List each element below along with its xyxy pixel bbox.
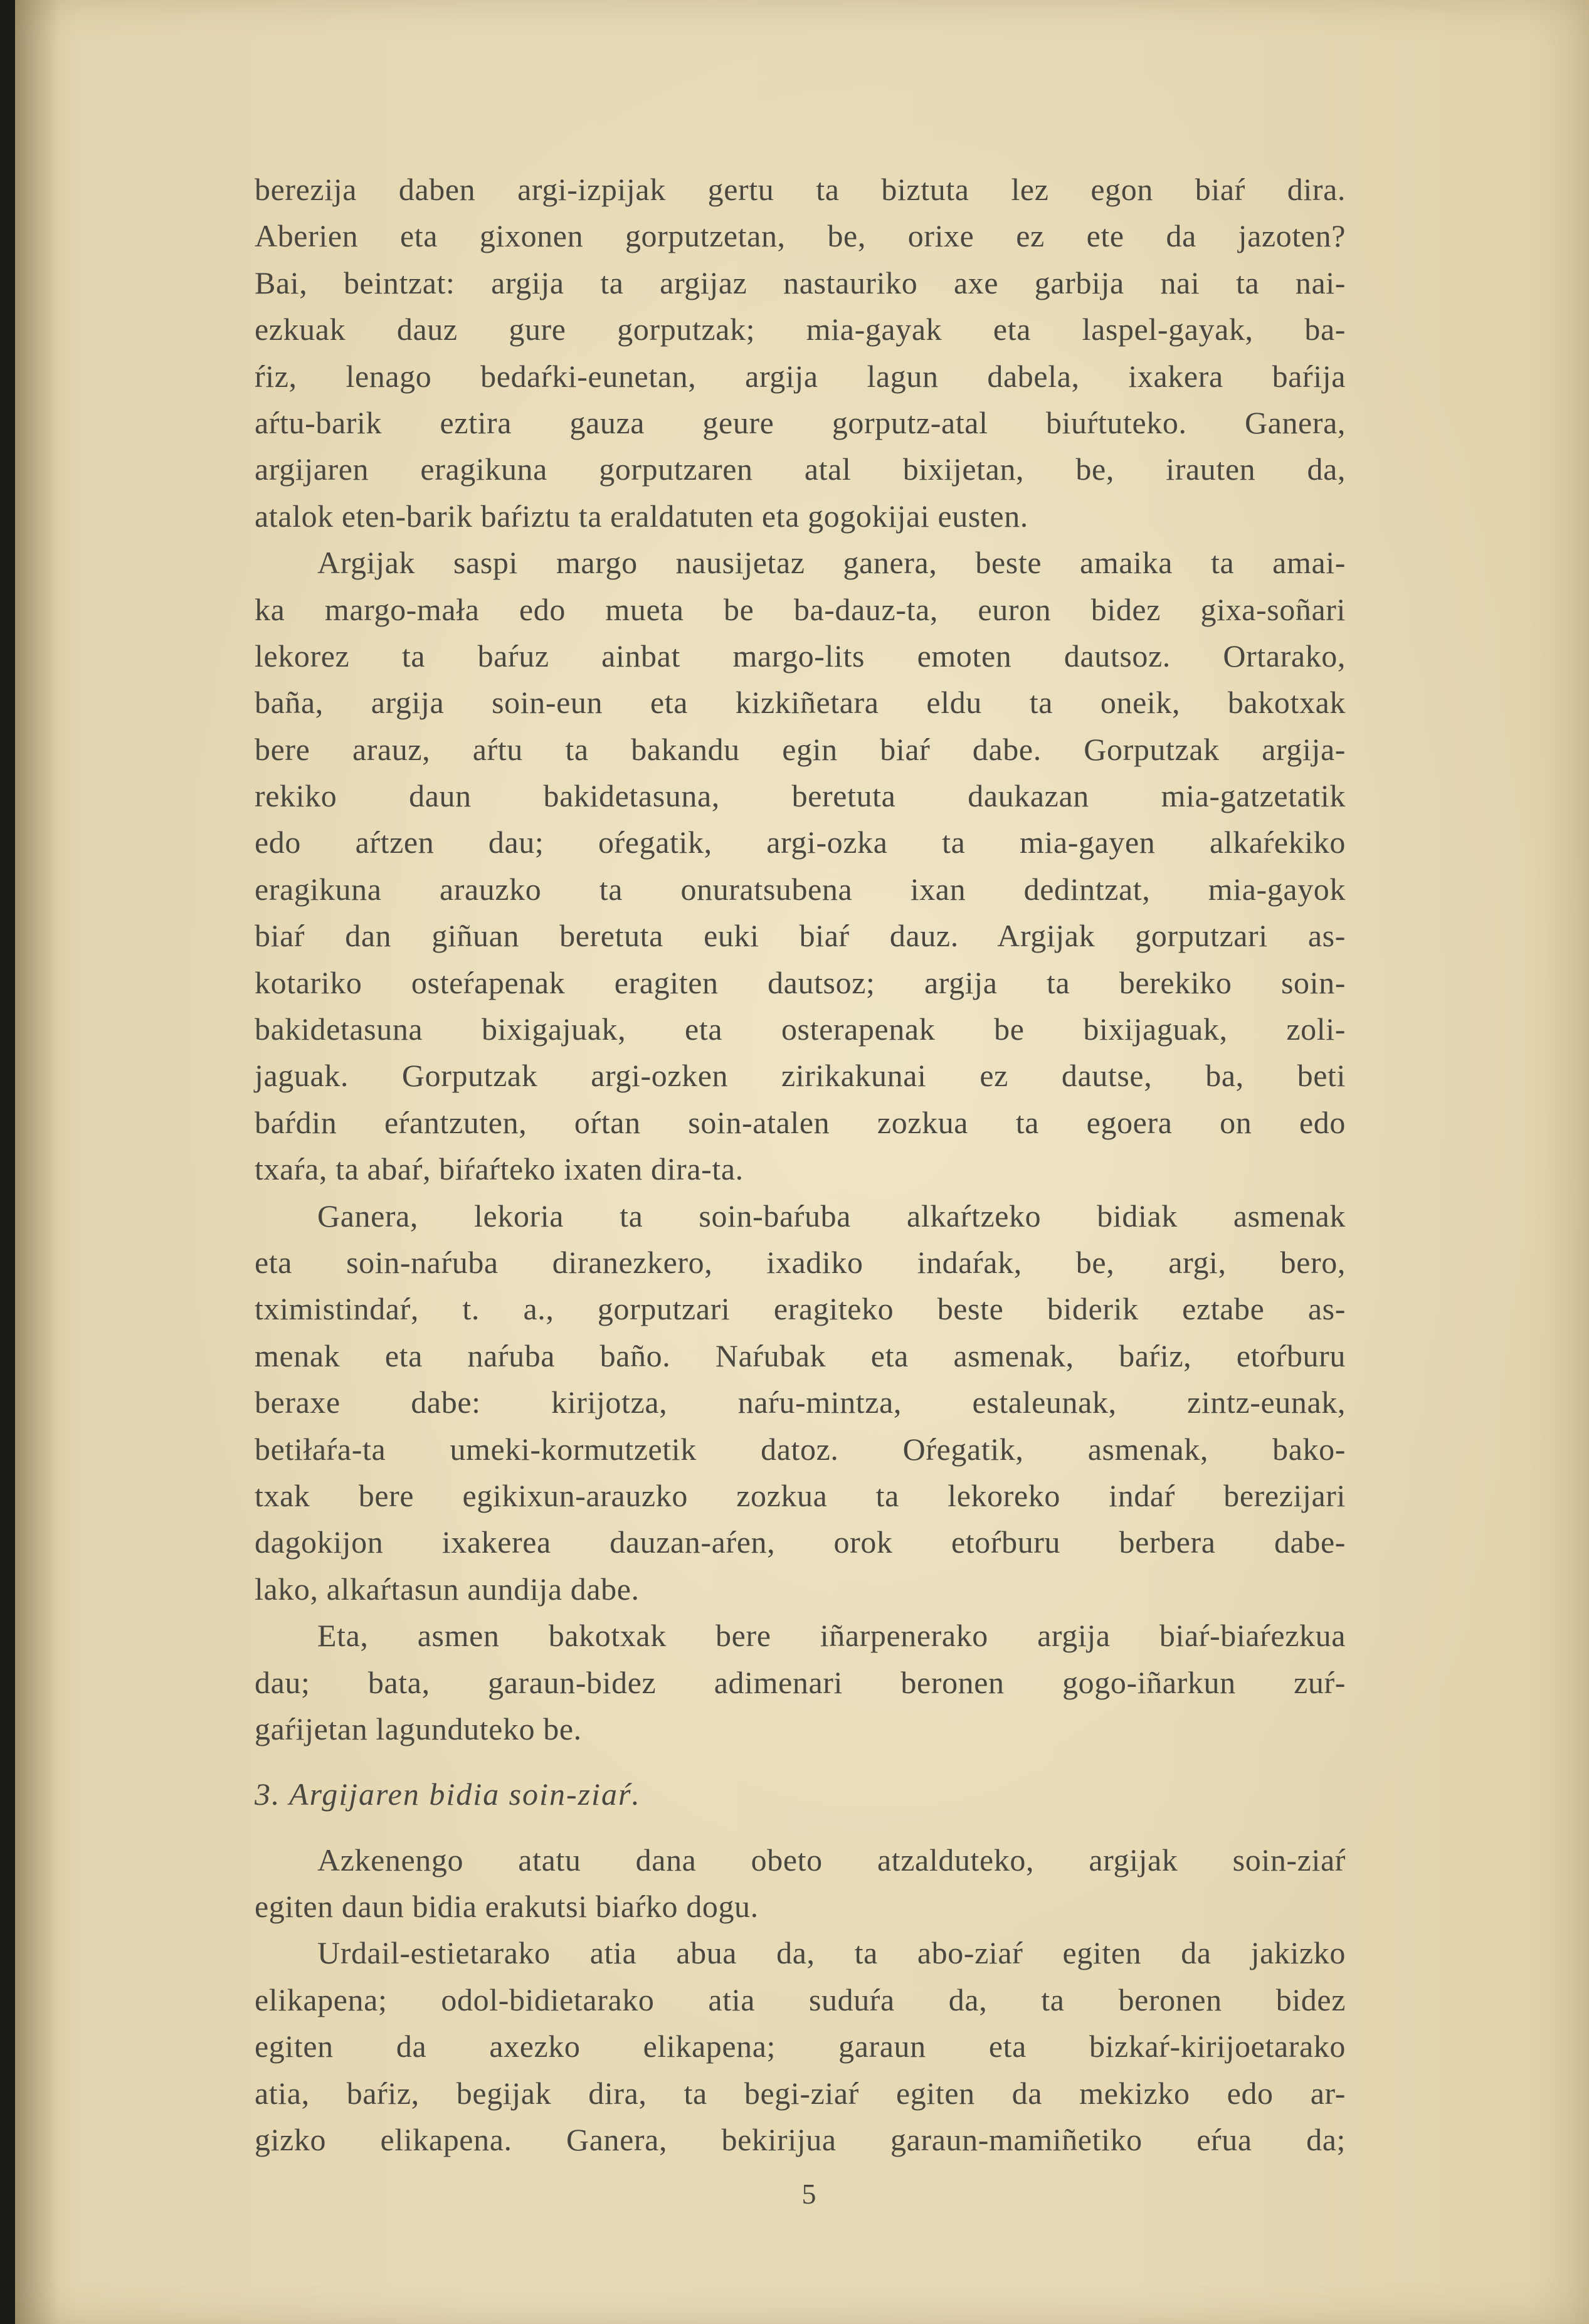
text-line: Aberien eta gixonen gorputzetan, be, orixe ez ete da jazoten? [255,218,1346,254]
text-line: Ganera, lekoria ta soin-baŕuba alkaŕtzeko bidiak asmenak [317,1198,1346,1233]
page-spine-shadow [15,0,59,2324]
text-line: atia, baŕiz, begijak dira, ta begi-ziaŕ egiten da mekizko edo ar- [255,2075,1346,2111]
text-line: beraxe dabe: kirijotza, naŕu-mintza, estaleunak, zintz-eunak, [255,1385,1346,1420]
text-line: lekorez ta baŕuz ainbat margo-lits emoten dautsoz. Ortarako, [255,638,1346,673]
text-line: betiłaŕa-ta umeki-kormutzetik datoz. Oŕegatik, asmenak, bako- [255,1431,1346,1467]
text-line: egiten daun bidia erakutsi biaŕko dogu. [255,1889,759,1925]
text-line: ka margo-mała edo mueta be ba-dauz-ta, euron bidez gixa-soñari [255,591,1346,627]
text-line: bakidetasuna bixigajuak, eta osterapenak be bixijaguak, zoli- [255,1011,1346,1047]
text-line: berezija daben argi-izpijak gertu ta biztuta lez egon biaŕ dira. [255,172,1346,207]
text-line: jaguak. Gorputzak argi-ozken zirikakunai ez dautse, ba, beti [255,1058,1346,1094]
page-number: 5 [801,2178,816,2210]
text-line: gizko elikapena. Ganera, bekirijua garaun-mamiñetiko eŕua da; [255,2122,1346,2158]
text-line: argijaren eragikuna gorputzaren atal bixijetan, be, irauten da, [255,452,1346,487]
text-line: Bai, beintzat: argija ta argijaz nastauriko axe garbija nai ta nai- [255,265,1346,300]
text-line: bere arauz, aŕtu ta bakandu egin biaŕ dabe. Gorputzak argija- [255,731,1346,767]
text-line: baña, argija soin-eun eta kizkiñetara eldu ta oneik, bakotxak [255,685,1346,721]
text-line: eta soin-naŕuba diranezkero, ixadiko indaŕak, be, argi, bero, [255,1244,1346,1280]
text-line: Eta, asmen bakotxak bere iñarpenerako argija biaŕ-biaŕezkua [317,1618,1346,1654]
text-line: atalok eten-barik baŕiztu ta eraldatuten eta gogokijai eusten. [255,498,1028,534]
text-line: txaŕa, ta abaŕ, biŕaŕteko ixaten dira-ta. [255,1151,744,1187]
text-line: edo aŕtzen dau; oŕegatik, argi-ozka ta mia-gayen alkaŕekiko [255,825,1346,860]
text-line: ŕiz, lenago bedaŕki-eunetan, argija lagun dabela, ixakera baŕija [255,358,1346,394]
text-line: ezkuak dauz gure gorputzak; mia-gayak eta laspel-gayak, ba- [255,312,1346,347]
text-line: Urdail-estietarako atia abua da, ta abo-ziaŕ egiten da jakizko [317,1935,1346,1971]
section-heading: 3. Argijaren bidia soin-ziaŕ. [255,1777,641,1812]
text-line: rekiko daun bakidetasuna, beretuta daukazan mia-gatzetatik [255,778,1346,814]
book-page [15,0,1589,2324]
text-line: eragikuna arauzko ta onuratsubena ixan dedintzat, mia-gayok [255,871,1346,907]
text-line: Azkenengo atatu dana obeto atzalduteko, argijak soin-ziaŕ [317,1842,1346,1878]
text-line: dau; bata, garaun-bidez adimenari beronen gogo-iñarkun zuŕ- [255,1664,1346,1700]
text-block [255,166,1346,2163]
text-line: lako, alkaŕtasun aundija dabe. [255,1571,640,1607]
text-line: Argijak saspi margo nausijetaz ganera, beste amaika ta amai- [317,545,1346,581]
text-line: tximistindaŕ, t. a., gorputzari eragiteko beste biderik eztabe as- [255,1291,1346,1327]
text-line: gaŕijetan lagunduteko be. [255,1711,582,1746]
text-line: baŕdin eŕantzuten, oŕtan soin-atalen zozkua ta egoera on edo [255,1104,1346,1140]
text-line: aŕtu-barik eztira gauza geure gorputz-atal biuŕtuteko. Ganera, [255,404,1346,440]
text-line: menak eta naŕuba baño. Naŕubak eta asmenak, baŕiz, etoŕburu [255,1338,1346,1373]
text-line: dagokijon ixakerea dauzan-aŕen, orok etoŕburu berbera dabe- [255,1524,1346,1560]
text-line: biaŕ dan giñuan beretuta euki biaŕ dauz. Argijak gorputzari as- [255,918,1346,954]
text-line: kotariko osteŕapenak eragiten dautsoz; argija ta berekiko soin- [255,964,1346,1000]
text-line: egiten da axezko elikapena; garaun eta bizkaŕ-kirijoetarako [255,2029,1346,2064]
text-line: txak bere egikixun-arauzko zozkua ta lekoreko indaŕ berezijari [255,1477,1346,1513]
text-line: elikapena; odol-bidietarako atia suduŕa da, ta beronen bidez [255,1982,1346,2017]
